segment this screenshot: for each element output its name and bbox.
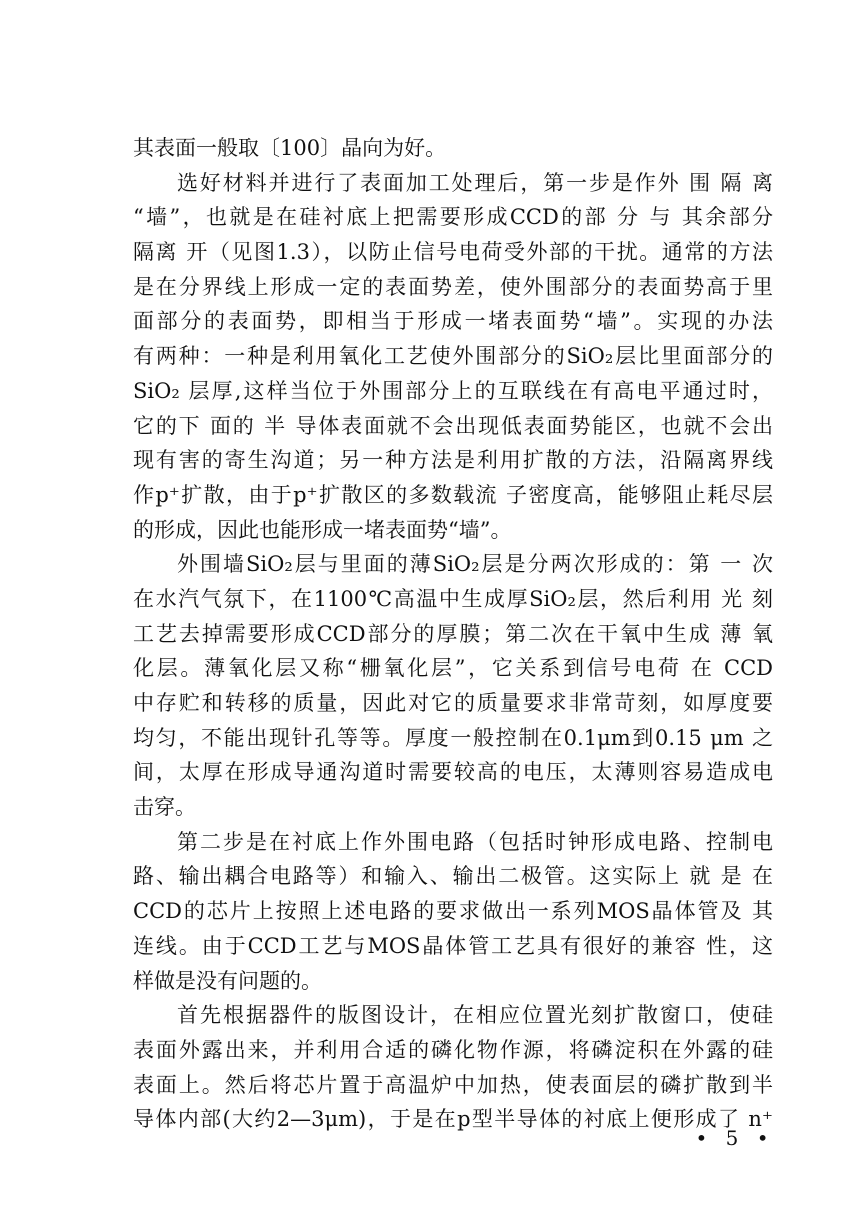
text-line: 作p⁺扩散，由于p⁺扩散区的多数载流 子密度高，能够阻止耗尽层 bbox=[133, 482, 773, 507]
body-text bbox=[133, 131, 773, 1137]
text-line: 它的下 面的 半 导体表面就不会出现低表面势能区，也就不会出 bbox=[133, 413, 773, 438]
text-line: 连线。由于CCD工艺与MOS晶体管工艺具有很好的兼容 性，这 bbox=[133, 933, 773, 958]
text-line: 的形成，因此也能形成一堵表面势“墙”。 bbox=[133, 517, 512, 542]
text-line: CCD的芯片上按照上述电路的要求做出一系列MOS晶体管及 其 bbox=[133, 899, 773, 924]
text-line: 化层。薄氧化层又称“栅氧化层”，它关系到信号电荷 在 CCD bbox=[133, 656, 773, 681]
text-line: 首先根据器件的版图设计，在相应位置光刻扩散窗口，使硅 bbox=[177, 1003, 773, 1028]
text-line: 隔离 开（见图1.3），以防止信号电荷受外部的干扰。通常的方法 bbox=[133, 240, 773, 265]
text-line: 面部分的表面势，即相当于形成一堵表面势“墙”。实现的办法 bbox=[133, 309, 773, 334]
text-line: 有两种：一种是利用氧化工艺使外围部分的SiO₂层比里面部分的 bbox=[133, 344, 773, 369]
text-line: 工艺去掉需要形成CCD部分的厚膜；第二次在干氧中生成 薄 氧 bbox=[133, 621, 773, 646]
text-line: “墙”，也就是在硅衬底上把需要形成CCD的部 分 与 其余部分 bbox=[133, 205, 773, 230]
text-line: 击穿。 bbox=[133, 795, 196, 820]
text-line: 表面外露出来，并利用合适的磷化物作源，将磷淀积在外露的硅 bbox=[133, 1037, 773, 1062]
text-line: 选好材料并进行了表面加工处理后，第一步是作外 围 隔 离 bbox=[177, 170, 773, 195]
text-line: SiO₂ 层厚,这样当位于外围部分上的互联线在有高电平通过时， bbox=[133, 378, 773, 403]
text-line: 间，太厚在形成导通沟道时需要较高的电压，太薄则容易造成电 bbox=[133, 760, 773, 785]
text-line: 第二步是在衬底上作外围电路（包括时钟形成电路、控制电 bbox=[177, 829, 773, 854]
text-line: 在水汽气氛下，在1100℃高温中生成厚SiO₂层，然后利用 光 刻 bbox=[133, 586, 773, 611]
text-line: 是在分界线上形成一定的表面势差，使外围部分的表面势高于里 bbox=[133, 274, 773, 299]
text-line: 均匀，不能出现针孔等等。厚度一般控制在0.1μm到0.15 μm 之 bbox=[133, 725, 773, 750]
text-line: 现有害的寄生沟道；另一种方法是利用扩散的方法，沿隔离界线 bbox=[133, 448, 773, 473]
text-line: 中存贮和转移的质量，因此对它的质量要求非常苛刻，如厚度要 bbox=[133, 691, 773, 715]
text-line: 其表面一般取〔100〕晶向为好。 bbox=[133, 136, 447, 160]
text-line: 外围墙SiO₂层与里面的薄SiO₂层是分两次形成的：第 一 次 bbox=[177, 552, 773, 577]
text-line: 表面上。然后将芯片置于高温炉中加热，使表面层的磷扩散到半 bbox=[133, 1072, 773, 1097]
text-line: 导体内部(大约2—3μm)，于是在p型半导体的衬底上便形成了 n⁺ bbox=[133, 1107, 773, 1132]
text-line: 样做是没有问题的。 bbox=[133, 968, 322, 993]
page-number: • 5 • bbox=[695, 1126, 775, 1150]
text-line: 路、输出耦合电路等）和输入、输出二极管。这实际上 就 是 在 bbox=[133, 864, 773, 889]
